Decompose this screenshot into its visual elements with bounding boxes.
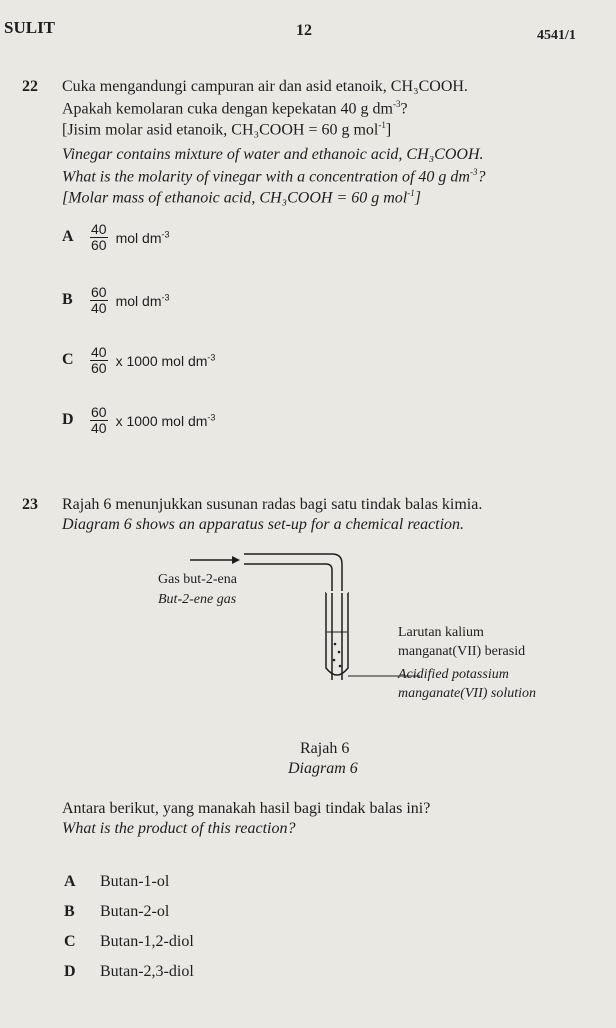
question-23-en-line1: Diagram 6 shows an apparatus set-up for a chemical reaction. xyxy=(62,516,465,533)
gas-flow-arrowhead xyxy=(232,556,240,564)
q22-option-c[interactable]: C $\frac{40}{60}$ x 1000 mol $dm^{-3}$ xyxy=(62,344,216,376)
question-22-en-line3: [Molar mass of ethanoic acid, CH₃COOH = 60 g mol$^{-1}$] xyxy=(62,188,421,207)
question-22-ms-line2: Apakah kemolaran cuka dengan kepekatan 40 g $dm^{-3}$? xyxy=(62,99,408,118)
question-23-en-question: What is the product of this reaction? xyxy=(62,820,296,837)
fraction: $\frac{40}{60}$ xyxy=(91,221,107,253)
bubble xyxy=(339,665,342,668)
diagram-caption-en: Diagram 6 xyxy=(288,760,358,777)
solution-label-en-2: manganate(VII) solution xyxy=(398,686,537,701)
q22-option-a[interactable]: A $\frac{40}{60}$ mol $dm^{-3}$ xyxy=(62,221,170,253)
question-22-ms-line1: Cuka mengandungi campuran air dan asid etanoik, CH₃COOH. xyxy=(62,78,468,95)
fraction: $\frac{40}{60}$ xyxy=(91,344,107,376)
solution-label-ms-1: Larutan kalium xyxy=(398,625,484,640)
delivery-tube-outer xyxy=(244,554,342,680)
question-22-en-line1: Vinegar contains mixture of water and ethanoic acid, CH₃COOH. xyxy=(62,146,484,163)
header-sulit: SULIT xyxy=(4,18,56,37)
question-22-ms-line3: [Jisim molar asid etanoik, CH₃COOH = 60 g mol$^{-1}$] xyxy=(62,120,392,139)
q22-option-d[interactable]: D $\frac{60}{40}$ x 1000 mol $dm^{-3}$ xyxy=(62,404,216,436)
fraction: $\frac{60}{40}$ xyxy=(91,284,107,316)
bubble xyxy=(338,651,341,654)
q23-option-c[interactable]: C Butan-1,2-diol xyxy=(64,933,194,950)
solution-label-en-1: Acidified potassium xyxy=(398,667,509,682)
gas-label-ms: Gas but-2-ena xyxy=(158,572,237,587)
page-number: 12 xyxy=(296,22,312,39)
q22-option-b[interactable]: B $\frac{60}{40}$ mol $dm^{-3}$ xyxy=(62,284,170,316)
question-22-number: 22 xyxy=(22,78,38,95)
bubble xyxy=(333,659,336,662)
solution-label-ms-2: manganat(VII) berasid xyxy=(398,644,526,659)
question-23-ms-question: Antara berikut, yang manakah hasil bagi tindak balas ini? xyxy=(62,800,431,817)
q23-option-d[interactable]: D Butan-2,3-diol xyxy=(64,963,194,980)
test-tube xyxy=(326,592,348,675)
q23-option-a[interactable]: A Butan-1-ol xyxy=(64,873,170,890)
delivery-tube-inner xyxy=(244,564,332,680)
question-23-ms-line1: Rajah 6 menunjukkan susunan radas bagi satu tindak balas kimia. xyxy=(62,496,483,513)
question-22-en-line2: What is the molarity of vinegar with a concentration of 40 g $dm^{-3}$? xyxy=(62,167,486,186)
bubble xyxy=(334,643,337,646)
apparatus-diagram xyxy=(0,548,616,688)
fraction: $\frac{60}{40}$ xyxy=(91,404,107,436)
diagram-caption-ms: Rajah 6 xyxy=(300,740,350,757)
gas-label-en: But-2-ene gas xyxy=(158,592,237,607)
q23-option-b[interactable]: B Butan-2-ol xyxy=(64,903,170,920)
question-23-number: 23 xyxy=(22,496,38,513)
paper-code: 4541/1 xyxy=(537,28,576,43)
